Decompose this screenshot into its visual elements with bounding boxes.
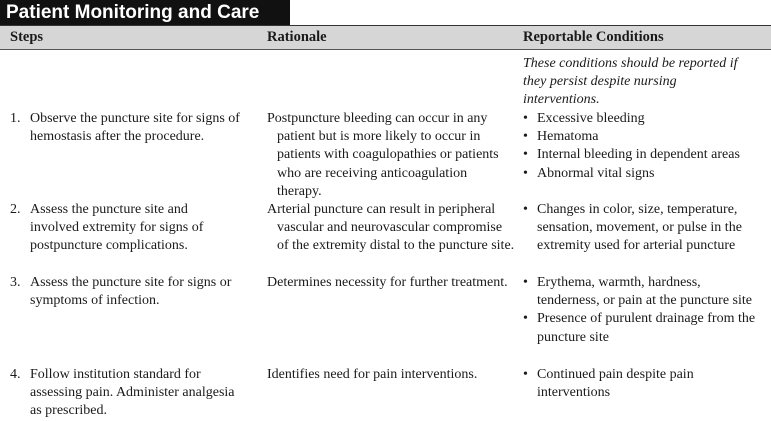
step-number: 3. xyxy=(10,275,21,290)
reportable-note: These conditions should be reported if they persist despite nursing interventions. xyxy=(523,56,738,108)
header-steps: Steps xyxy=(10,29,44,45)
list-item: • Excessive bleeding xyxy=(523,111,645,126)
list-item: • Abnormal vital signs xyxy=(523,165,655,181)
reportable-list xyxy=(523,366,723,402)
list-item: • Changes in color, size, temperature, sensation, movement, or pulse in the extremity used for arterial puncture xyxy=(523,202,742,254)
rationale-text: Identifies need for pain interventions. xyxy=(267,367,478,382)
step-number: 4. xyxy=(10,367,21,382)
header-reportable: Reportable Conditions xyxy=(523,29,664,45)
table-row xyxy=(10,110,245,146)
reportable-list xyxy=(523,274,763,347)
table-row xyxy=(10,366,245,421)
list-item: • Presence of purulent drainage from the puncture site xyxy=(523,311,756,345)
step-number: 2. xyxy=(10,202,21,217)
header-rationale: Rationale xyxy=(267,29,327,45)
table-row xyxy=(10,201,235,256)
list-item: • Internal bleeding in dependent areas xyxy=(523,147,740,163)
list-item: • Erythema, warmth, hardness, tenderness, or pain at the puncture site xyxy=(523,275,752,309)
list-item: • Continued pain despite pain interventions xyxy=(523,367,694,401)
step-text: Assess the puncture site and involved extremity for signs of postpuncture complications. xyxy=(30,202,204,254)
reportable-list xyxy=(523,201,763,256)
list-item: • Hematoma xyxy=(523,129,599,145)
section-title: Patient Monitoring and Care xyxy=(0,0,290,26)
step-text: Assess the puncture site for signs or symptoms of infection. xyxy=(30,275,232,309)
step-text: Observe the puncture site for signs of hemostasis after the procedure. xyxy=(30,111,240,145)
reportable-list xyxy=(523,110,768,183)
step-text: Follow institution standard for assessing pain. Administer analgesia as prescribed. xyxy=(30,367,235,419)
step-number: 1. xyxy=(10,111,21,126)
rationale-text: Arterial puncture can result in peripheral vascular and neurovascular compromise of the extremity distal to the puncture site. xyxy=(267,202,515,254)
table-row xyxy=(10,274,250,310)
rationale-text: Determines necessity for further treatment. xyxy=(267,275,508,290)
table-header xyxy=(0,26,771,50)
rationale-text: Postpuncture bleeding can occur in any patient but is more likely to occur in patients with coagulopathies or patients who are receiving anticoagulation therapy. xyxy=(267,111,499,199)
